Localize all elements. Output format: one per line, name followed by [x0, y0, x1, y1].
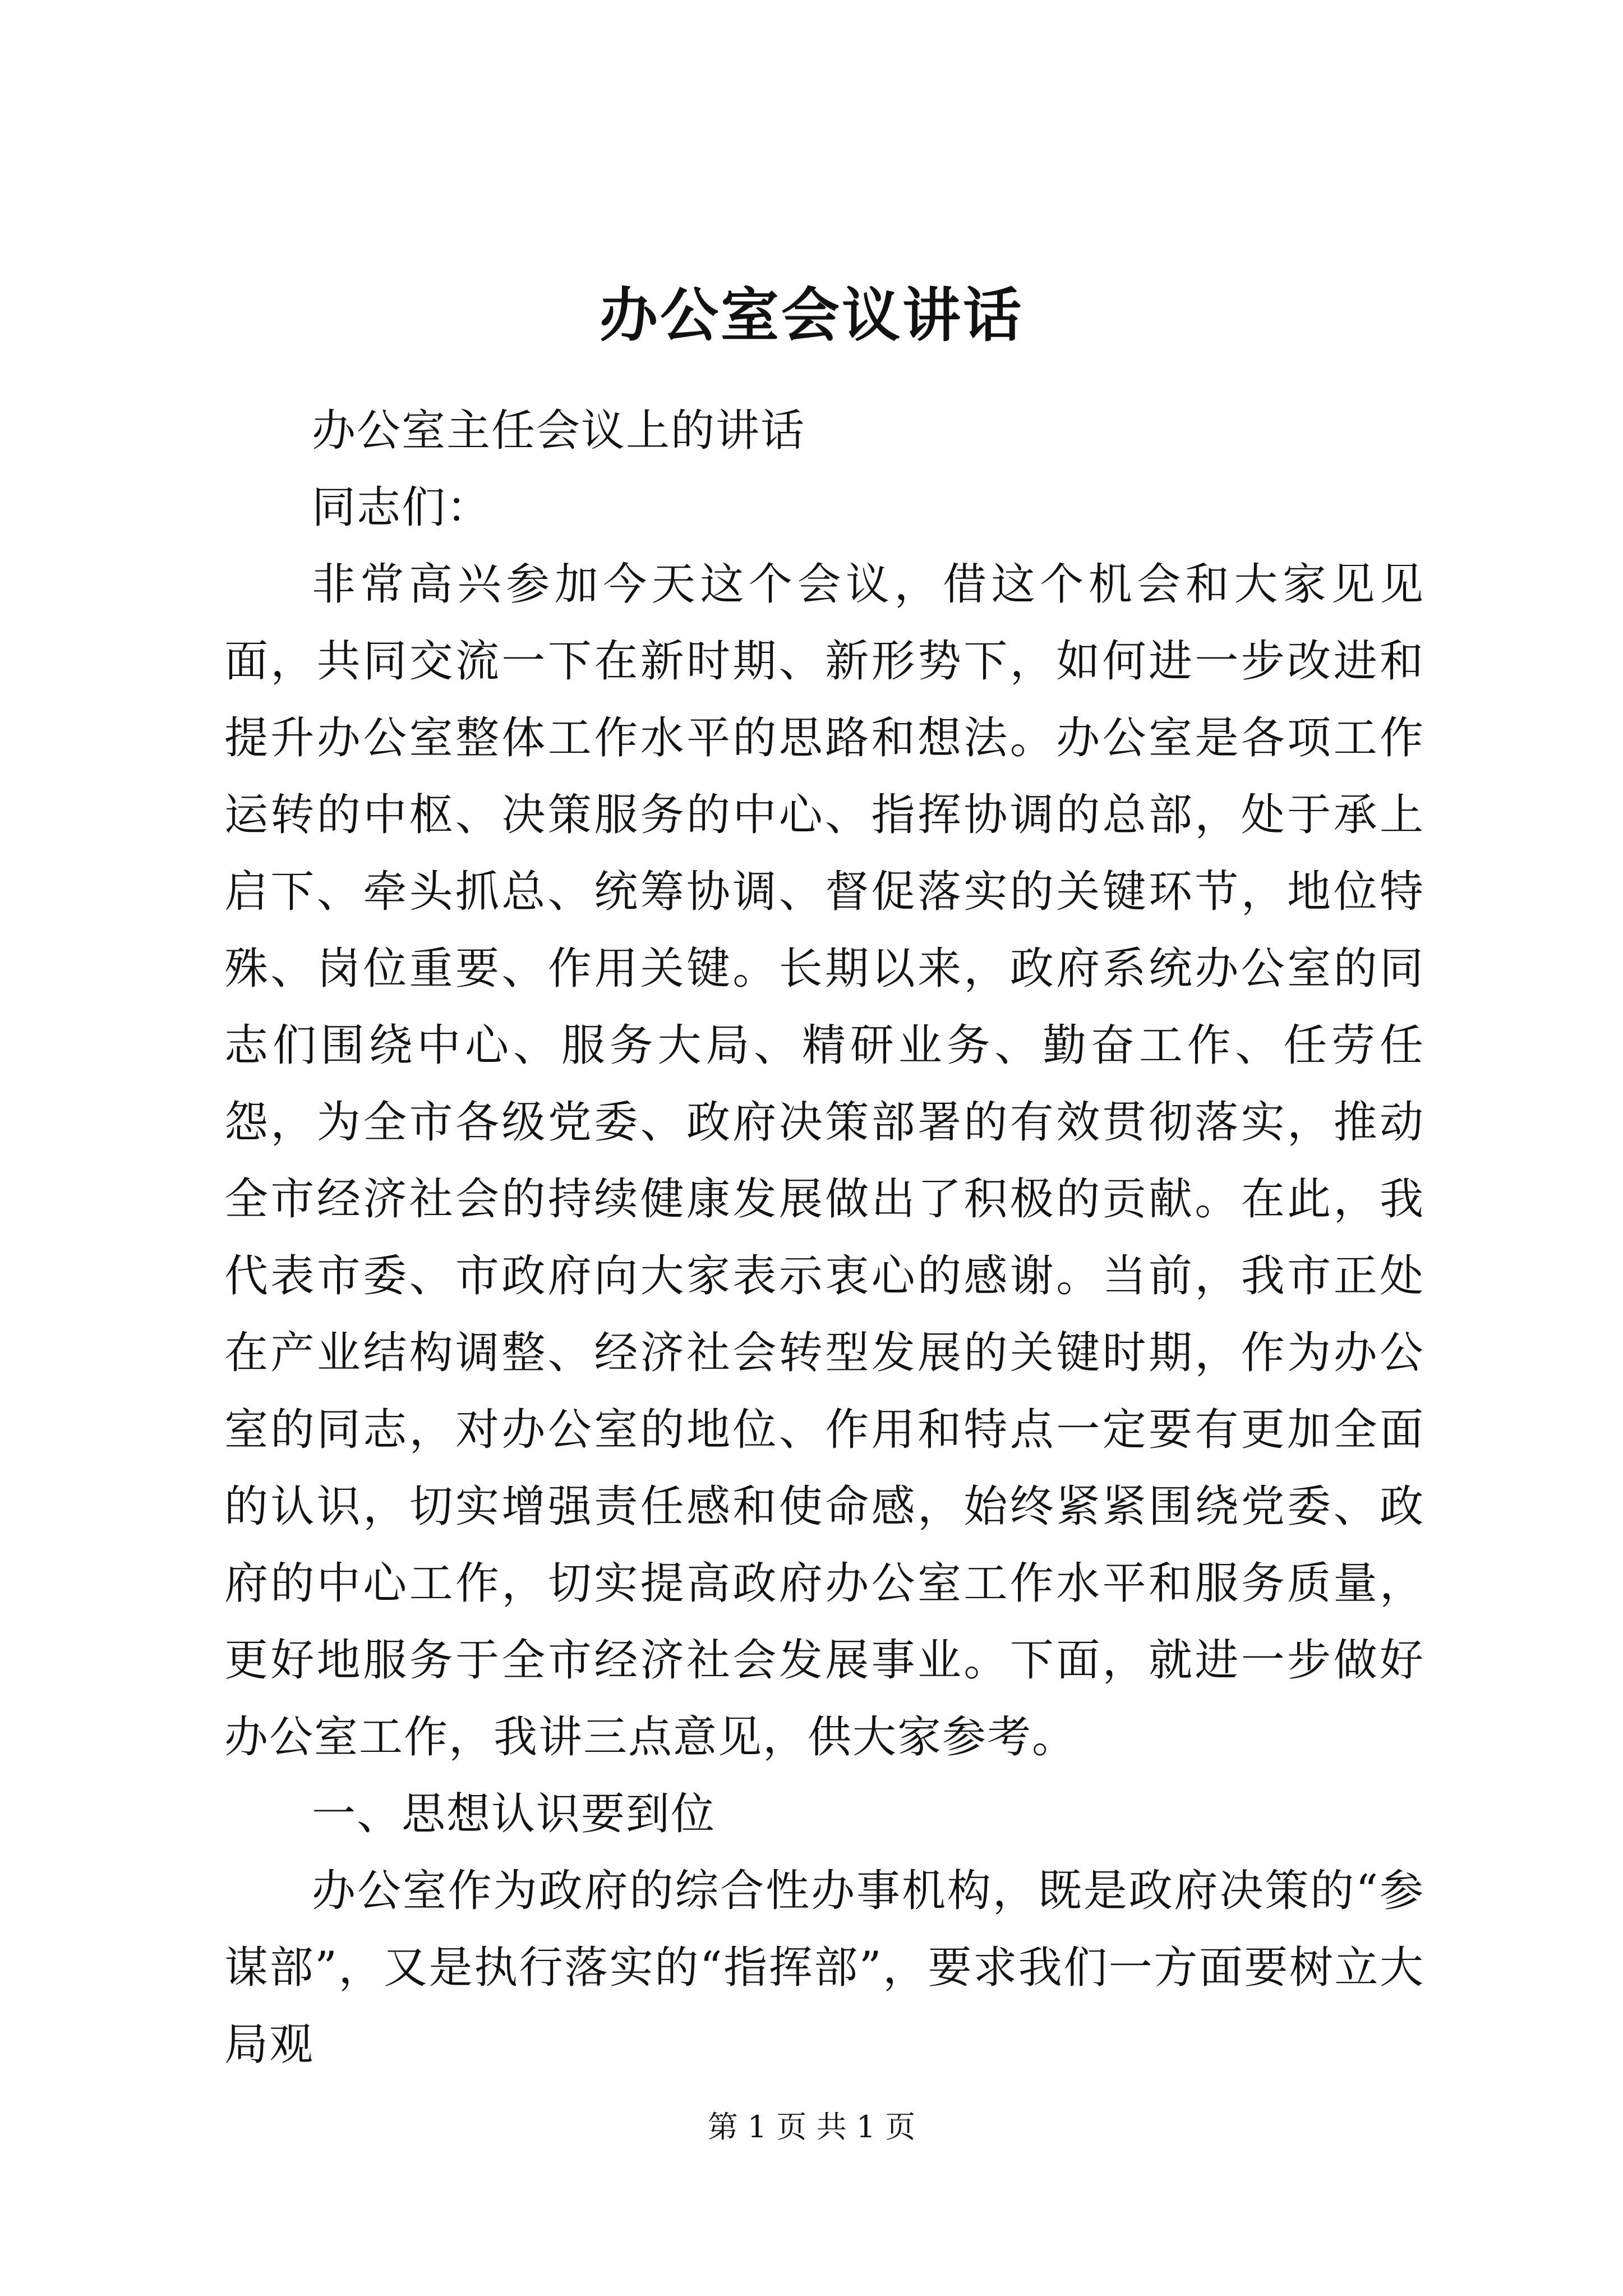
- paragraph-section-one: 办公室作为政府的综合性办事机构，既是政府决策的“参谋部”，又是执行落实的“指挥部”，要求我们一方面要树立大局观: [224, 1866, 1424, 2070]
- paragraph-opening: 非常高兴参加今天这个会议，借这个机会和大家见见面，共同交流一下在新时期、新形势下，如何进一步改进和提升办公室整体工作水平的思路和想法。办公室是各项工作运转的中枢、决策服务的中心、指挥协调的总部，处于承上启下、牵头抓总、统筹协调、督促落实的关键环节，地位特殊、岗位重要、作用关键。长期以来，政府系统办公室的同志们围绕中心、服务大局、精研业务、勤奋工作、任劳任怨，为全市各级党委、政府决策部署的有效贯彻落实，推动全市经济社会的持续健康发展做出了积极的贡献。在此，我代表市委、市政府向大家表示衷心的感谢。当前，我市正处在产业结构调整、经济社会转型发展的关键时期，作为办公室的同志，对办公室的地位、作用和特点一定要有更加全面的认识，切实增强责任感和使命感，始终紧紧围绕党委、政府的中心工作，切实提高政府办公室工作水平和服务质量，更好地服务于全市经济社会发展事业。下面，就进一步做好办公室工作，我讲三点意见，供大家参考。: [224, 559, 1424, 1763]
- paragraph-salutation: 同志们：: [312, 482, 492, 533]
- document-body: [224, 393, 1424, 2083]
- document-title: 办公室会议讲话: [599, 280, 1023, 349]
- section-heading: 一、思想认识要到位: [312, 1789, 716, 1839]
- page-footer: 第 1 页 共 1 页: [707, 2109, 916, 2145]
- paragraph-subtitle: 办公室主任会议上的讲话: [312, 406, 806, 456]
